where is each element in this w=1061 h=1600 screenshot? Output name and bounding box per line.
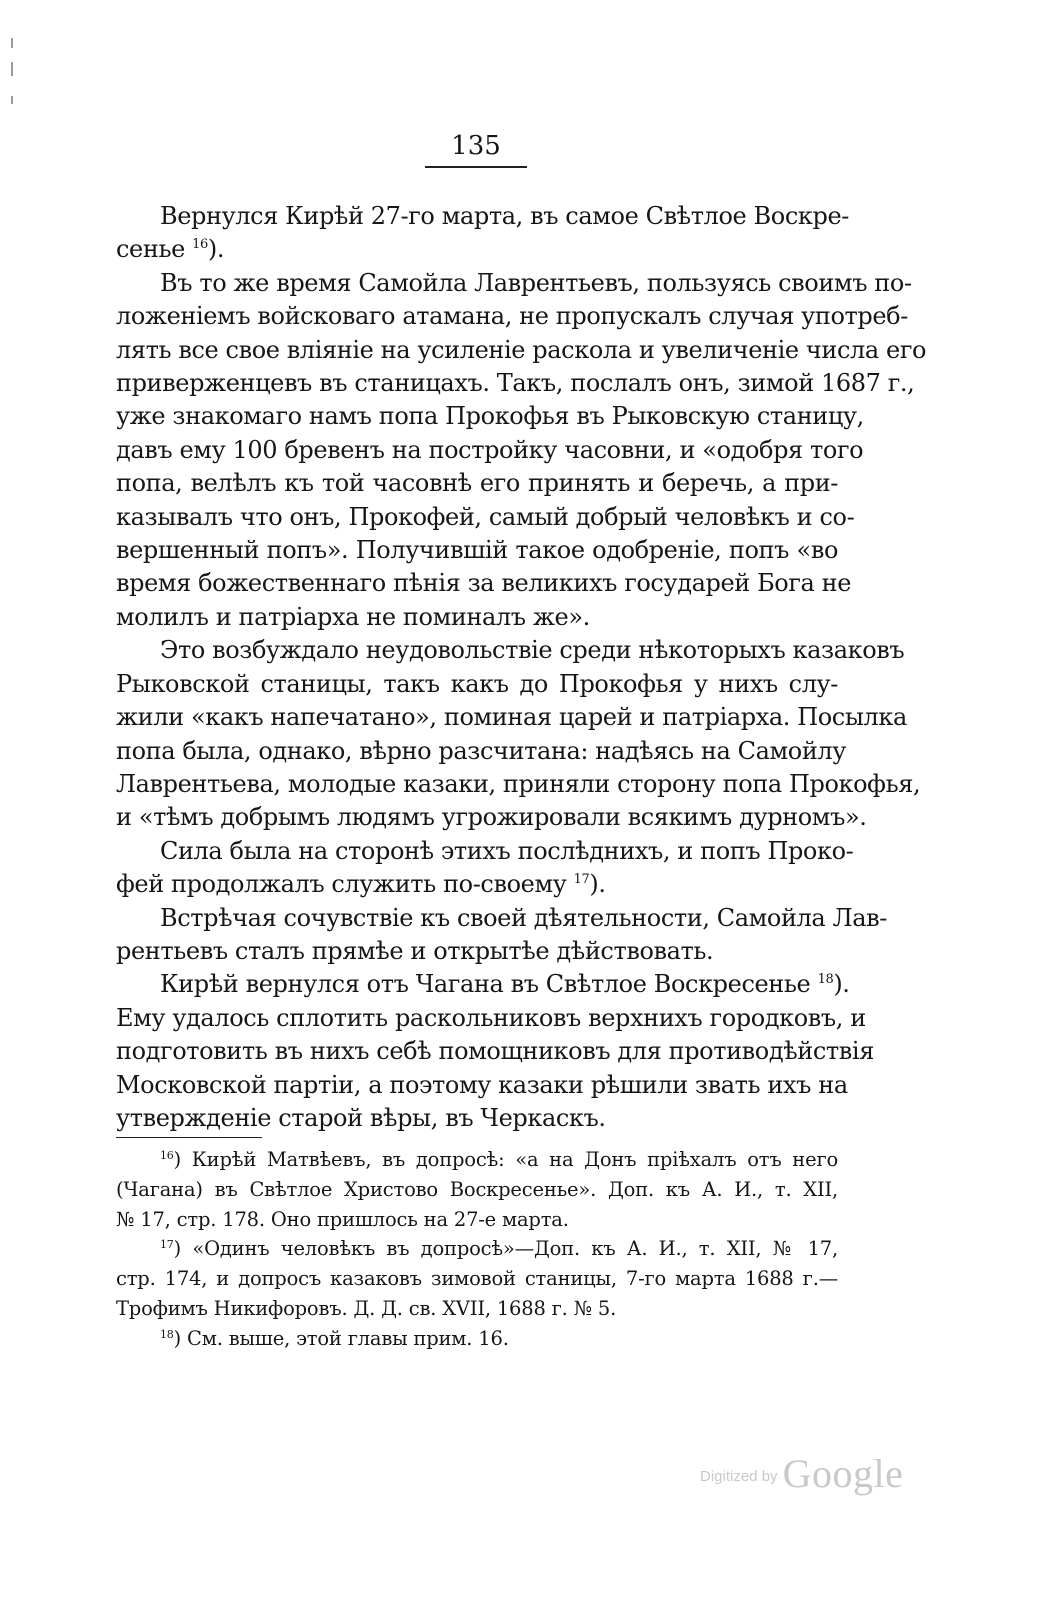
paragraph <box>116 200 849 267</box>
text-line <box>116 567 852 600</box>
text-line <box>116 334 927 367</box>
text-line <box>116 701 907 734</box>
body-text <box>116 200 927 1135</box>
text-line <box>116 601 838 634</box>
text-run: Вернулся Кирѣй 27-го марта, въ самое Свѣтлое Воскре- <box>160 202 849 230</box>
text-run: приверженцевъ въ станицахъ. Такъ, послалъ онъ, зимой 1687 г., <box>116 369 915 398</box>
text-line <box>116 501 855 534</box>
margin-mark-top <box>11 38 13 48</box>
footnote-reference: 17 <box>160 1238 174 1252</box>
paragraph <box>116 902 887 969</box>
text-run: Встрѣчая сочувствіе къ своей дѣятельности, Самойла Лав- <box>160 903 887 932</box>
watermark-prefix: Digitized by <box>700 1468 778 1485</box>
text-run: Лаврентьева, молодые казаки, приняли сторону попа Прокофья, <box>116 769 921 798</box>
text-line <box>116 233 838 266</box>
text-run: ) Кирѣй Матвѣевъ, въ допросѣ: «а на Донъ пріѣхалъ отъ него <box>173 1148 838 1171</box>
text-line <box>116 735 846 768</box>
text-run: Ему удалось сплотить раскольниковъ верхнихъ городковъ, и <box>116 1003 866 1032</box>
text-run: Московской партіи, а поэтому казаки рѣшили звать ихъ на <box>116 1070 848 1099</box>
text-run: Сила была на сторонѣ этихъ послѣднихъ, и попъ Проко- <box>160 836 854 865</box>
footnote <box>116 1324 838 1354</box>
text-run: попа была, однако, вѣрно разсчитана: надѣясь на Самойлу <box>116 736 846 765</box>
text-line <box>116 902 887 935</box>
footnote-line <box>116 1324 838 1354</box>
text-line <box>116 668 838 701</box>
text-line <box>116 1102 838 1135</box>
text-line <box>116 267 912 300</box>
footnote-reference: 16 <box>160 1149 174 1162</box>
text-line <box>116 1069 848 1102</box>
text-line <box>116 835 854 868</box>
footnote <box>116 1234 838 1323</box>
text-line <box>116 1002 866 1035</box>
paragraph <box>116 835 854 902</box>
text-run: (Чагана) въ Свѣтлое Христово Воскресенье». Доп. къ А. И., т. XII, <box>116 1177 838 1201</box>
text-run: давъ ему 100 бревенъ на постройку часовни, и «одобря того <box>116 435 864 464</box>
margin-mark-middle <box>11 62 13 76</box>
text-run: сенье <box>116 235 193 264</box>
text-run: уже знакомаго намъ попа Прокофья въ Рыковскую станицу, <box>116 402 864 431</box>
paragraph <box>116 968 874 1135</box>
text-run: № 17, стр. 178. Оно пришлось на 27-е марта. <box>116 1207 569 1231</box>
footnote-line <box>116 1264 838 1294</box>
text-run: Трофимъ Никифоровъ. Д. Д. св. XVII, 1688 г. № 5. <box>116 1296 617 1320</box>
text-line <box>116 300 908 333</box>
footnote-reference: 16 <box>192 237 208 253</box>
text-line <box>116 768 921 801</box>
footnote-reference: 17 <box>573 872 590 888</box>
footnote-line <box>116 1294 838 1324</box>
text-run: ) См. выше, этой главы прим. 16. <box>173 1326 509 1350</box>
text-run: казывалъ что онъ, Прокофей, самый добрый человѣкъ и со- <box>116 502 855 531</box>
text-run: время божественнаго пѣнія за великихъ государей Бога не <box>116 569 852 598</box>
text-line <box>116 868 838 901</box>
text-line <box>116 935 838 968</box>
text-run: Это возбуждало неудовольствіе среди нѣкоторыхъ казаковъ <box>160 636 905 665</box>
paragraph <box>116 267 927 634</box>
text-line <box>116 1035 874 1068</box>
text-run: стр. 174, и допросъ казаковъ зимовой станицы, 7-го марта 1688 г.— <box>116 1267 838 1291</box>
footnote-reference: 18 <box>817 972 834 988</box>
text-run: фей продолжалъ служить по-своему <box>116 870 574 899</box>
text-run: жили «какъ напечатано», поминая царей и патріарха. Посылка <box>116 703 907 732</box>
text-line <box>116 801 867 834</box>
footnote-line <box>116 1175 838 1205</box>
text-run: ). <box>833 970 850 999</box>
text-line <box>116 968 850 1001</box>
text-run: лять все свое вліяніе на усиленіе раскола и увеличеніе числа его <box>116 335 927 364</box>
text-run: попа, велѣлъ къ той часовнѣ его принять и беречь, а при- <box>116 469 838 498</box>
text-line <box>116 400 864 433</box>
text-run: и «тѣмъ добрымъ людямъ угрожировали всякимъ дурномъ». <box>116 803 867 832</box>
text-run: подготовить въ нихъ себѣ помощниковъ для противодѣйствія <box>116 1037 874 1066</box>
paragraph <box>116 634 921 834</box>
digitized-watermark <box>700 1450 920 1498</box>
footnote-line <box>116 1205 838 1235</box>
text-line <box>116 367 915 400</box>
text-line <box>116 634 905 667</box>
text-run: утвержденіе старой вѣры, въ Черкаскъ. <box>116 1103 606 1132</box>
text-run: рентьевъ сталъ прямѣе и открытѣе дѣйствовать. <box>116 936 714 965</box>
footnote-line <box>116 1145 838 1175</box>
text-run: ложеніемъ войсковаго атамана, не пропускалъ случая употреб- <box>116 302 908 331</box>
margin-mark-bottom <box>11 96 13 104</box>
text-line <box>116 534 838 567</box>
footnote-line <box>116 1234 838 1264</box>
footnotes <box>116 1145 838 1354</box>
text-line <box>116 434 864 467</box>
text-run: Въ то же время Самойла Лаврентьевъ, пользуясь своимъ по- <box>160 268 912 297</box>
text-run: молилъ и патріарха не поминалъ же». <box>116 602 590 631</box>
text-run: вершенный попъ». Получившій такое одобреніе, попъ «во <box>116 536 838 565</box>
text-line <box>116 467 838 500</box>
text-line <box>116 200 849 233</box>
text-run: ). <box>207 235 225 264</box>
text-run: ). <box>589 870 606 899</box>
text-run: Кирѣй вернулся отъ Чагана въ Свѣтлое Воскресенье <box>160 970 818 999</box>
page-number: 135 <box>425 130 527 168</box>
text-run: Рыковской станицы, такъ какъ до Прокофья у нихъ слу- <box>116 669 838 698</box>
footnote <box>116 1145 838 1234</box>
footnote-reference: 18 <box>160 1327 174 1341</box>
watermark-brand-logo: Google <box>782 1451 904 1496</box>
footnote-separator <box>116 1137 262 1138</box>
text-run: ) «Одинъ человѣкъ въ допросѣ»—Доп. къ А. И., т. XII, № 17, <box>173 1237 838 1261</box>
